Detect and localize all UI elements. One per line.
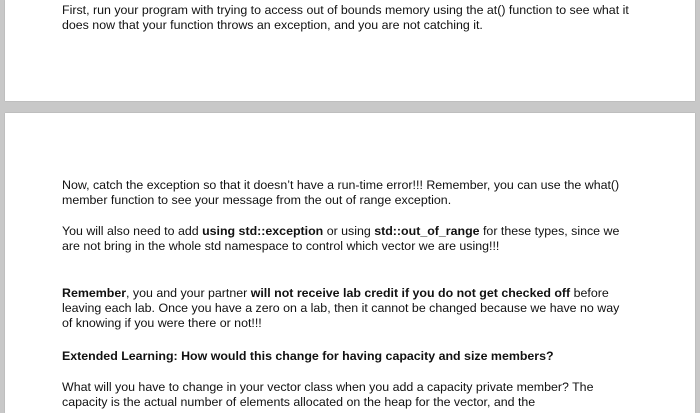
using-text-3: for these types, since we are not bring in the whole std namespace to control which vector we are using!!!: [62, 224, 620, 253]
instruction-catch-exception: Now, catch the exception so that it doesn’t have a run-time error!!! Remember, you can use the what() member function to see your message from the out of range exception.: [62, 178, 620, 207]
instruction-run-program: First, run your program with trying to access out of bounds memory using the at() function to see what it does now that your function throws an exception, and you are not catching it.: [62, 3, 629, 32]
document-page-2: [5, 113, 695, 413]
std-out-of-range: std::out_of_range: [374, 224, 480, 238]
remember-warning: will not receive lab credit if you do not get checked off: [250, 286, 571, 300]
capacity-question: What will you have to change in your vector class when you add a capacity private member? The capacity is the actual number of elements allocated on the heap for the vector, and the: [62, 380, 594, 409]
remember-text-1: , you and your partner: [126, 286, 251, 300]
remember-notice: [62, 286, 632, 331]
using-std-exception: using std::exception: [202, 224, 324, 238]
document-page-1: [5, 0, 695, 101]
remember-text-2: before leaving each lab. Once you have a zero on a lab, then it cannot be changed because we have no way of knowing if you were there or not!!!: [62, 286, 620, 330]
instruction-using-declarations: [62, 224, 632, 254]
remember-heading: Remember: [62, 286, 127, 300]
using-text-2: or using: [323, 224, 375, 238]
extended-learning-heading: Extended Learning: How would this change for having capacity and size members?: [62, 349, 554, 363]
using-text-1: You will also need to add: [62, 224, 203, 238]
